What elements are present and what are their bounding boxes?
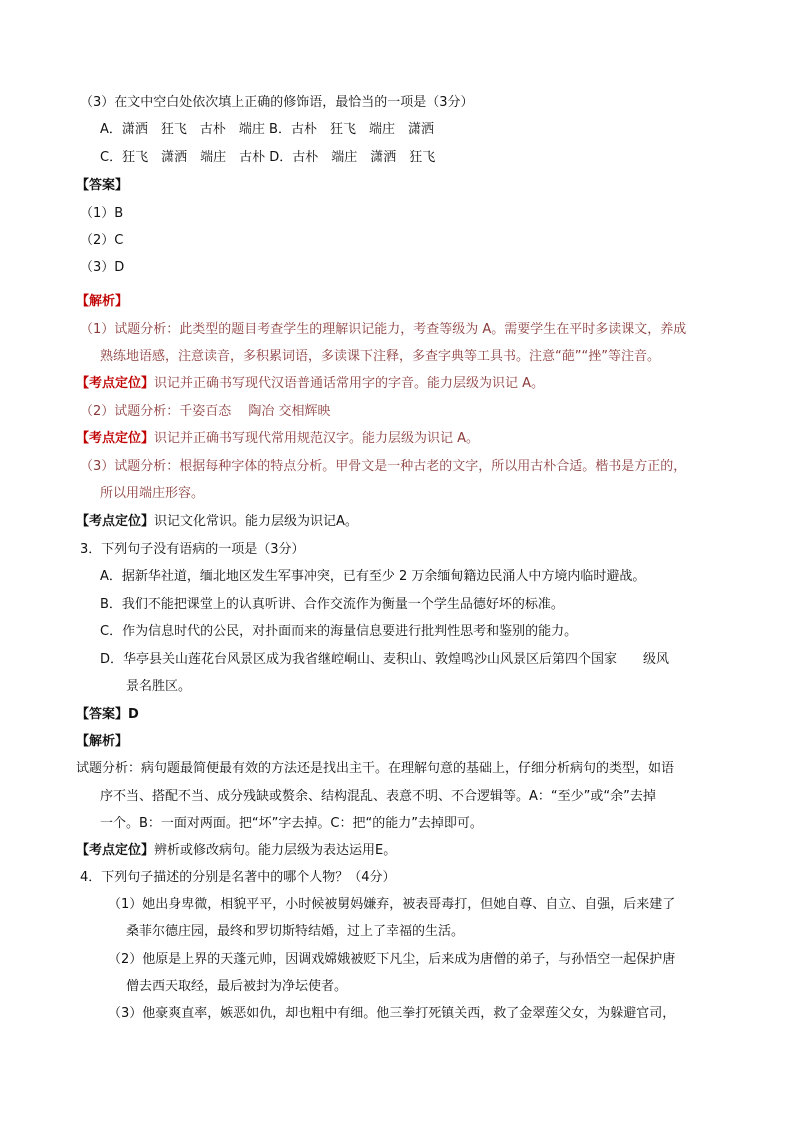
q3-sub-options-cd: C．狂飞 潇洒 端庄 古朴 D．古朴 端庄 潇洒 狂飞 bbox=[100, 150, 436, 165]
kaodian-3-text: 识记文化常识。能力层级为识记A。 bbox=[154, 514, 358, 529]
kaodian-1-text: 识记并正确书写现代汉语普通话常用字的字音。能力层级为识记 A。 bbox=[154, 376, 545, 391]
q4-sentence-2-line-2: 僧去西天取经，最后被封为净坛使者。 bbox=[126, 979, 348, 994]
q3-stem: 3．下列句子没有语病的一项是（3分） bbox=[80, 542, 305, 557]
q4-sentence-1-line-1: （1）她出身卑微，相貌平平，小时候被舅妈嫌弃，被表哥毒打，但她自尊、自立、自强，后来建了 bbox=[108, 897, 676, 912]
analysis-2: （2）试题分析：千姿百态 陶冶 交相辉映 bbox=[80, 404, 331, 419]
kaodian-2-text: 识记并正确书写现代常用规范汉字。能力层级为识记 A。 bbox=[154, 431, 480, 446]
q3-sub-options-ab: A．潇洒 狂飞 古朴 端庄 B．古朴 狂飞 端庄 潇洒 bbox=[100, 122, 434, 137]
q3-analysis-line-2: 序不当、搭配不当、成分残缺或赘余、结构混乱、表意不明、不合逻辑等。A：“至少”或“余”去掉 bbox=[100, 789, 656, 804]
q4-stem: 4．下列句子描述的分别是名著中的哪个人物？（4分） bbox=[80, 870, 396, 885]
analysis-3-line-1: （3）试题分析：根据每种字体的特点分析。甲骨文是一种古老的文字，所以用古朴合适。楷书是方正的， bbox=[80, 459, 687, 474]
q4-sentence-1-line-2: 桑菲尔德庄园，最终和罗切斯特结婚，过上了幸福的生活。 bbox=[126, 924, 465, 939]
answer-1: （1）B bbox=[80, 206, 124, 221]
q4-sentence-3-line-1: （3）他豪爽直率，嫉恶如仇，却也粗中有细。他三拳打死镇关西，救了金翠莲父女，为躲避官司， bbox=[108, 1006, 676, 1021]
q3-kaodian-tag: 【考点定位】 bbox=[76, 843, 155, 858]
q3-analysis-line-1: 试题分析：病句题最简便最有效的方法还是找出主干。在理解句意的基础上，仔细分析病句的类型，如语 bbox=[76, 761, 675, 776]
answer-3: （3）D bbox=[80, 260, 125, 275]
answer-2: （2）C bbox=[80, 233, 124, 248]
kaodian-3 bbox=[76, 512, 358, 532]
q3-kaodian-text: 辨析或修改病句。能力层级为表达运用E。 bbox=[154, 843, 397, 858]
q4-sentence-2-line-1: （2）他原是上界的天蓬元帅，因调戏嫦娥被贬下凡尘，后来成为唐僧的弟子，与孙悟空一起保护唐 bbox=[108, 952, 676, 967]
q3-analysis-line-3: 一个。B：一面对两面。把“坏”字去掉。C：把“的能力”去掉即可。 bbox=[100, 816, 483, 831]
kaodian-2 bbox=[76, 429, 479, 449]
kaodian-1 bbox=[76, 374, 544, 394]
answer-label: 【答案】 bbox=[76, 178, 129, 193]
kaodian-1-tag: 【考点定位】 bbox=[76, 376, 155, 391]
q3-option-d-line-1: D．华亭县关山莲花台风景区成为我省继崆峒山、麦积山、敦煌鸣沙山风景区后第四个国家 级风 bbox=[100, 652, 670, 667]
q3-kaodian bbox=[76, 841, 396, 861]
q3-option-c: C．作为信息时代的公民，对扑面而来的海量信息要进行批判性思考和鉴别的能力。 bbox=[100, 624, 578, 639]
q3-option-b: B．我们不能把课堂上的认真听讲、合作交流作为衡量一个学生品德好坏的标准。 bbox=[100, 597, 564, 612]
q3-sub-stem: （3）在文中空白处依次填上正确的修饰语，最恰当的一项是（3分） bbox=[80, 95, 474, 110]
q3-answer: 【答案】D bbox=[76, 707, 139, 722]
analysis-1-line-2: 熟练地语感，注意读音，多积累词语，多读课下注释，多查字典等工具书。注意“葩”“挫”等注音。 bbox=[100, 349, 660, 364]
analysis-label: 【解析】 bbox=[76, 294, 129, 309]
kaodian-3-tag: 【考点定位】 bbox=[76, 514, 155, 529]
analysis-1-line-1: （1）试题分析：此类型的题目考查学生的理解识记能力，考查等级为 A。需要学生在平时多读课文，养成 bbox=[80, 322, 687, 337]
q3-option-d-line-2: 景名胜区。 bbox=[126, 679, 192, 694]
q3-analysis-label: 【解析】 bbox=[76, 734, 129, 749]
analysis-3-line-2: 所以用端庄形容。 bbox=[100, 486, 205, 501]
q3-option-a: A．据新华社道，缅北地区发生军事冲突，已有至少 2 万余缅甸籍边民涌人中方境内临时避战。 bbox=[100, 569, 646, 584]
kaodian-2-tag: 【考点定位】 bbox=[76, 431, 155, 446]
